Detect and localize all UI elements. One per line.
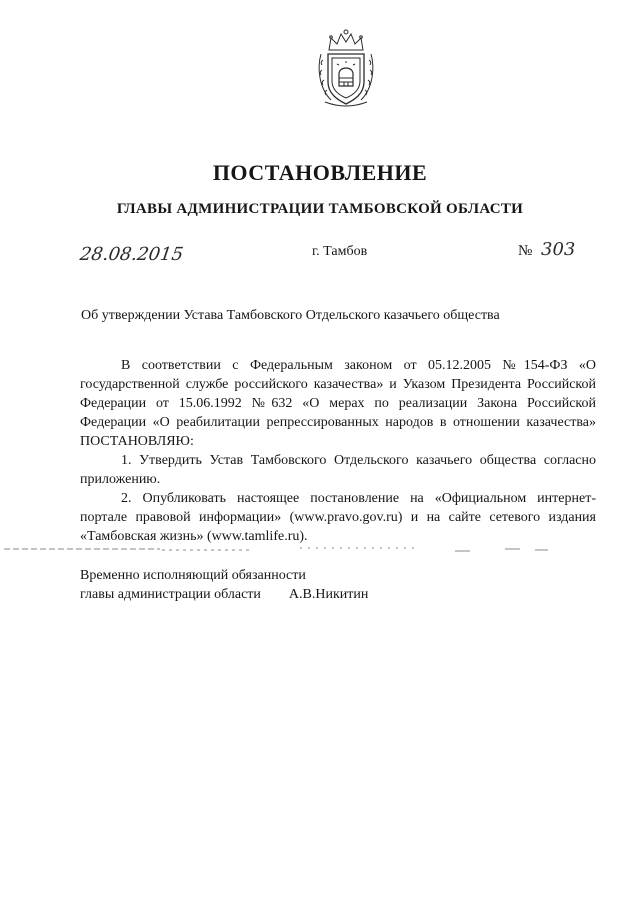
signatory-title: главы администрации области	[80, 587, 261, 602]
signatory-position-line2	[80, 585, 368, 604]
signatory-position: Временно исполняющий обязанности	[80, 568, 306, 583]
document-body	[80, 356, 596, 546]
issuing-authority: ГЛАВЫ АДМИНИСТРАЦИИ ТАМБОВСКОЙ ОБЛАСТИ	[116, 201, 524, 217]
city-name: г. Тамбов	[312, 244, 368, 259]
document-number: 303	[541, 239, 576, 260]
signatory-name: А.В.Никитин	[288, 587, 369, 602]
coat-of-arms-emblem	[315, 28, 377, 108]
number-label: №	[518, 243, 533, 259]
preamble-paragraph: В соответствии с Федеральным законом от 05.12.2005 №154-ФЗ «О государственной службе российского казачества» и Указом Президента Российской Федерации от 15.06.1992 №632 «О мерах по реализации Закона Российской Федерации «О реабилитации репрессированных народов в отношении казачества» ПОСТАНОВЛЯЮ:	[80, 358, 596, 449]
scan-artifact-line	[0, 542, 600, 556]
document-type-title: ПОСТАНОВЛЕНИЕ	[212, 160, 428, 185]
signature-block	[80, 566, 368, 604]
list-item: 2. Опубликовать настоящее постановление на «Официальном интернет-портале правовой информации» (www.pravo.gov.ru) и на сайте сетевого издания «Тамбовская жизнь» (www.tamlife.ru).	[80, 491, 596, 544]
document-date: 28.08.2015	[78, 244, 185, 265]
document-subject: Об утверждении Устава Тамбовского Отдельского казачьего общества	[81, 308, 500, 323]
list-item: 1. Утвердить Устав Тамбовского Отдельского казачьего общества согласно приложению.	[80, 453, 596, 487]
